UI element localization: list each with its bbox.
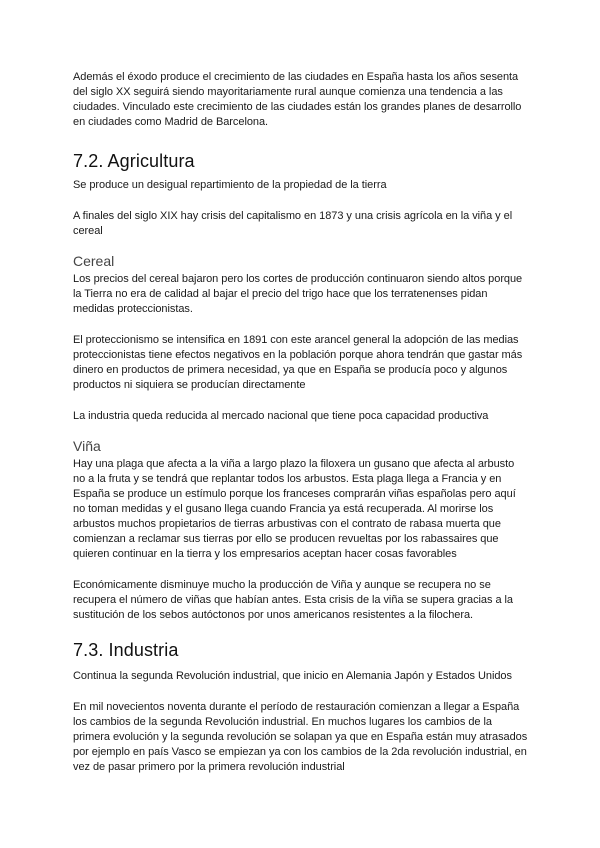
vina-paragraph-1: Hay una plaga que afecta a la viña a largo plazo la filoxera un gusano que afecta al arbusto no a la fruta y se tendrá que replantar todos los arbustos. Esta plaga llega a Francia y en España se produce un estímulo porque los franceses comprarán viñas españolas pero aquí no toman medidas y el gusano llega cuando Francia ya está recuperada. Al morirse los arbustos muchos propietarios de tierras arbustivas con el contrato de rabasa muerta que comienzan a reclamar sus tierras por ello se producen revueltas por los rabassaires que quieren continuar en la tierra y los empresarios aceptan hacer cosas favorables xyxy=(73,458,516,560)
agricultura-paragraph-2: A finales del siglo XIX hay crisis del capitalismo en 1873 y una crisis agrícola en la viña y el cereal xyxy=(73,210,513,237)
cereal-paragraph-1: Los precios del cereal bajaron pero los cortes de producción continuaron siendo altos porque la Tierra no era de calidad al bajar el precio del trigo hace que los terratenenses pidan medidas proteccionistas. xyxy=(73,273,523,315)
document-page xyxy=(73,70,529,775)
industria-paragraph-1: Continua la segunda Revolución industrial, que inicio en Alemania Japón y Estados Unidos xyxy=(73,670,512,682)
industria-paragraph-2: En mil novecientos noventa durante el período de restauración comienzan a llegar a España los cambios de la segunda Revolución industrial. En muchos lugares los cambios de la primera evolución y la segunda revolución se solapan ya que en España están muy atrasados por ejemplo en país Vasco se empiezan ya con los cambios de la 2da revolución industrial, en vez de pasar primero por la primera revolución industrial xyxy=(73,701,528,773)
cereal-paragraph-3: La industria queda reducida al mercado nacional que tiene poca capacidad productiva xyxy=(73,410,489,422)
vina-paragraph-2: Económicamente disminuye mucho la producción de Viña y aunque se recupera no se recupera el número de viñas que habían antes. Esta crisis de la viña se supera gracias a la sustitución de los sebos autóctonos por unos americanos resistentes a la filochera. xyxy=(73,579,513,621)
section-heading-agricultura: 7.2. Agricultura xyxy=(73,151,195,171)
cereal-paragraph-2: El proteccionismo se intensifica en 1891 con este arancel general la adopción de las medias proteccionistas tiene efectos negativos en la población porque ahora tendrán que gastar más dinero en productos de primera necesidad, ya que en España se producía poco y algunos productos ni siquiera se producían directamente xyxy=(73,334,523,391)
subheading-vina: Viña xyxy=(73,438,101,454)
section-heading-industria: 7.3. Industria xyxy=(73,640,179,660)
agricultura-paragraph-1: Se produce un desigual repartimiento de la propiedad de la tierra xyxy=(73,179,387,191)
subheading-cereal: Cereal xyxy=(73,253,115,269)
intro-paragraph: Además el éxodo produce el crecimiento de las ciudades en España hasta los años sesenta del siglo XX seguirá siendo mayoritariamente rural aunque comienza una tendencia a las ciudades. Vinculado este crecimiento de las ciudades están los grandes planes de desarrollo en ciudades como Madrid de Barcelona. xyxy=(73,71,522,128)
